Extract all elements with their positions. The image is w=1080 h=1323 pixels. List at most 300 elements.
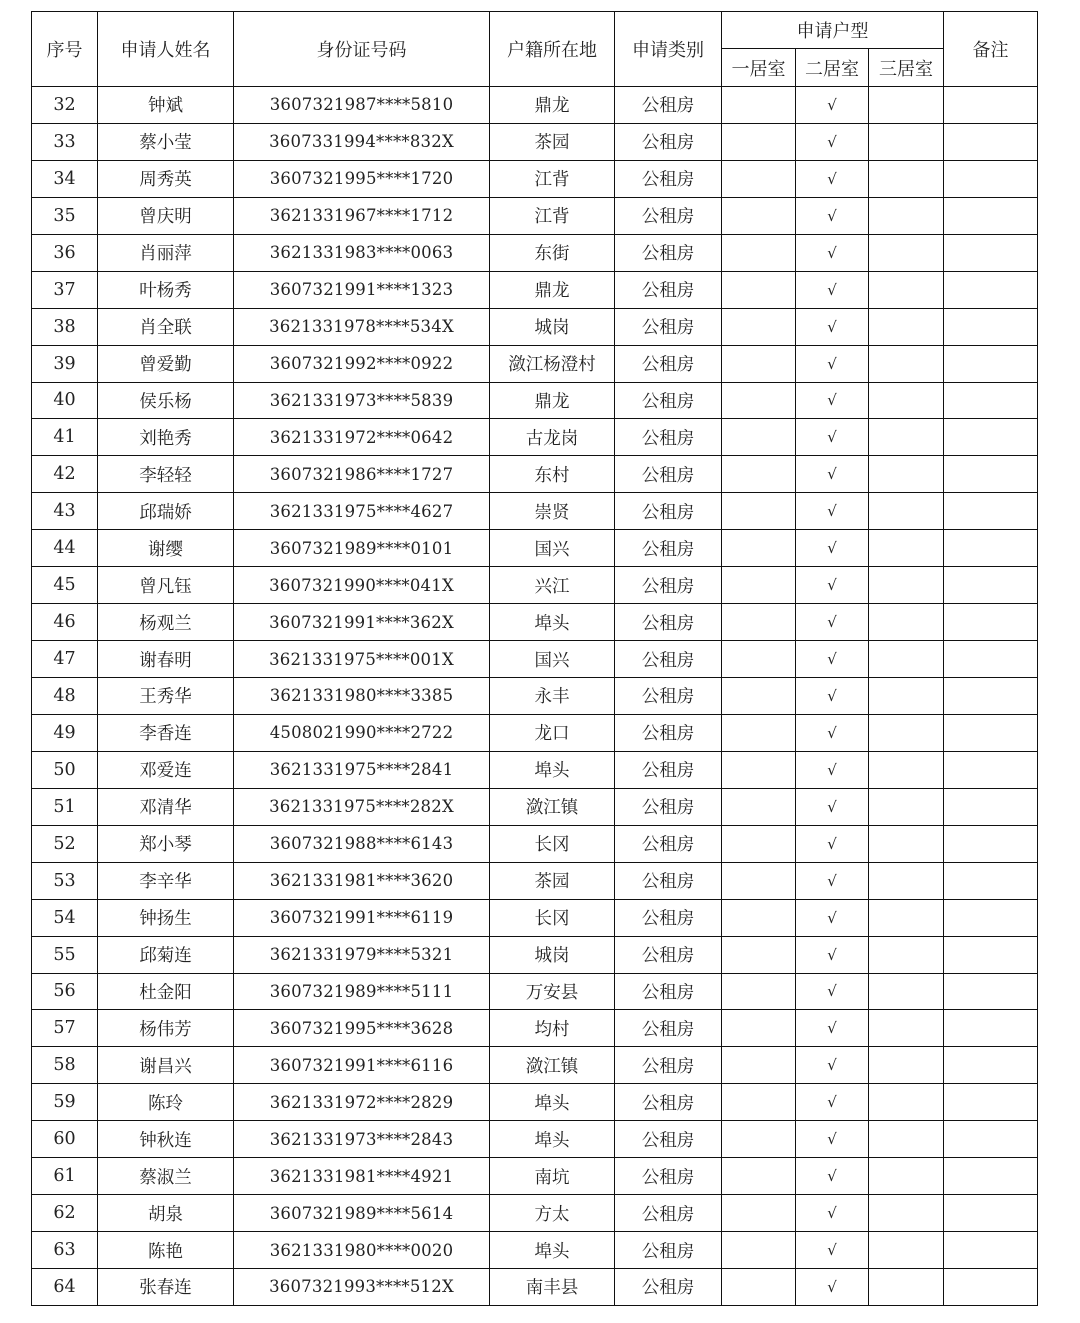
cell-category: 公租房 bbox=[615, 1195, 722, 1232]
cell-name: 曾爱勤 bbox=[98, 345, 234, 382]
cell-seq: 33 bbox=[32, 123, 98, 160]
cell-id-number: 3621331972****0642 bbox=[234, 419, 490, 456]
cell-two-room: √ bbox=[796, 271, 869, 308]
cell-two-room: √ bbox=[796, 1158, 869, 1195]
cell-hukou: 鼎龙 bbox=[490, 271, 615, 308]
cell-seq: 50 bbox=[32, 751, 98, 788]
cell-remarks bbox=[944, 567, 1038, 604]
cell-id-number: 3621331983****0063 bbox=[234, 234, 490, 271]
cell-two-room: √ bbox=[796, 493, 869, 530]
cell-seq: 62 bbox=[32, 1195, 98, 1232]
cell-category: 公租房 bbox=[615, 234, 722, 271]
cell-hukou: 永丰 bbox=[490, 678, 615, 715]
cell-name: 蔡淑兰 bbox=[98, 1158, 234, 1195]
cell-remarks bbox=[944, 87, 1038, 124]
cell-remarks bbox=[944, 456, 1038, 493]
cell-name: 邓爱连 bbox=[98, 751, 234, 788]
cell-category: 公租房 bbox=[615, 1158, 722, 1195]
cell-category: 公租房 bbox=[615, 1084, 722, 1121]
cell-one-room bbox=[722, 641, 796, 678]
cell-remarks bbox=[944, 641, 1038, 678]
table-row bbox=[32, 493, 1038, 530]
cell-remarks bbox=[944, 160, 1038, 197]
cell-two-room: √ bbox=[796, 345, 869, 382]
cell-id-number: 3621331973****2843 bbox=[234, 1121, 490, 1158]
cell-category: 公租房 bbox=[615, 1010, 722, 1047]
cell-category: 公租房 bbox=[615, 1121, 722, 1158]
header-unit-type: 申请户型 bbox=[722, 12, 944, 49]
cell-two-room: √ bbox=[796, 788, 869, 825]
cell-id-number: 3607321995****1720 bbox=[234, 160, 490, 197]
cell-one-room bbox=[722, 899, 796, 936]
cell-seq: 48 bbox=[32, 678, 98, 715]
table-row bbox=[32, 1269, 1038, 1306]
cell-one-room bbox=[722, 973, 796, 1010]
cell-two-room: √ bbox=[796, 308, 869, 345]
table-row bbox=[32, 456, 1038, 493]
cell-seq: 53 bbox=[32, 862, 98, 899]
table-row bbox=[32, 1121, 1038, 1158]
cell-name: 李香连 bbox=[98, 714, 234, 751]
cell-three-room bbox=[869, 87, 944, 124]
cell-category: 公租房 bbox=[615, 123, 722, 160]
cell-one-room bbox=[722, 678, 796, 715]
cell-seq: 43 bbox=[32, 493, 98, 530]
cell-remarks bbox=[944, 345, 1038, 382]
cell-hukou: 鼎龙 bbox=[490, 382, 615, 419]
cell-one-room bbox=[722, 530, 796, 567]
cell-id-number: 3607321995****3628 bbox=[234, 1010, 490, 1047]
applicant-table bbox=[31, 11, 1038, 1306]
cell-id-number: 3621331979****5321 bbox=[234, 936, 490, 973]
cell-two-room: √ bbox=[796, 530, 869, 567]
cell-two-room: √ bbox=[796, 419, 869, 456]
cell-hukou: 东街 bbox=[490, 234, 615, 271]
cell-seq: 64 bbox=[32, 1269, 98, 1306]
cell-one-room bbox=[722, 308, 796, 345]
cell-name: 郑小琴 bbox=[98, 825, 234, 862]
cell-seq: 44 bbox=[32, 530, 98, 567]
cell-name: 肖丽萍 bbox=[98, 234, 234, 271]
cell-name: 肖全联 bbox=[98, 308, 234, 345]
cell-name: 邱菊连 bbox=[98, 936, 234, 973]
cell-seq: 35 bbox=[32, 197, 98, 234]
cell-category: 公租房 bbox=[615, 788, 722, 825]
cell-hukou: 埠头 bbox=[490, 604, 615, 641]
cell-id-number: 3621331975****001X bbox=[234, 641, 490, 678]
cell-category: 公租房 bbox=[615, 641, 722, 678]
cell-two-room: √ bbox=[796, 899, 869, 936]
cell-three-room bbox=[869, 788, 944, 825]
cell-three-room bbox=[869, 678, 944, 715]
cell-one-room bbox=[722, 1047, 796, 1084]
cell-remarks bbox=[944, 973, 1038, 1010]
cell-remarks bbox=[944, 604, 1038, 641]
cell-id-number: 3607321990****041X bbox=[234, 567, 490, 604]
cell-three-room bbox=[869, 1010, 944, 1047]
cell-category: 公租房 bbox=[615, 825, 722, 862]
cell-hukou: 方太 bbox=[490, 1195, 615, 1232]
cell-seq: 37 bbox=[32, 271, 98, 308]
cell-name: 侯乐杨 bbox=[98, 382, 234, 419]
cell-id-number: 3621331973****5839 bbox=[234, 382, 490, 419]
cell-category: 公租房 bbox=[615, 530, 722, 567]
cell-id-number: 3621331975****4627 bbox=[234, 493, 490, 530]
applicant-table-sheet bbox=[31, 11, 1038, 1306]
cell-id-number: 3607321991****6119 bbox=[234, 899, 490, 936]
cell-name: 谢昌兴 bbox=[98, 1047, 234, 1084]
cell-category: 公租房 bbox=[615, 197, 722, 234]
cell-name: 谢春明 bbox=[98, 641, 234, 678]
cell-one-room bbox=[722, 604, 796, 641]
table-row bbox=[32, 197, 1038, 234]
cell-id-number: 4508021990****2722 bbox=[234, 714, 490, 751]
table-row bbox=[32, 87, 1038, 124]
cell-one-room bbox=[722, 714, 796, 751]
table-row bbox=[32, 1010, 1038, 1047]
cell-three-room bbox=[869, 1269, 944, 1306]
cell-hukou: 埠头 bbox=[490, 1232, 615, 1269]
cell-id-number: 3607321993****512X bbox=[234, 1269, 490, 1306]
cell-one-room bbox=[722, 1158, 796, 1195]
cell-remarks bbox=[944, 234, 1038, 271]
cell-hukou: 城岗 bbox=[490, 936, 615, 973]
cell-one-room bbox=[722, 493, 796, 530]
cell-seq: 47 bbox=[32, 641, 98, 678]
cell-hukou: 潋江镇 bbox=[490, 788, 615, 825]
table-row bbox=[32, 862, 1038, 899]
cell-remarks bbox=[944, 1121, 1038, 1158]
cell-category: 公租房 bbox=[615, 271, 722, 308]
cell-two-room: √ bbox=[796, 123, 869, 160]
cell-hukou: 江背 bbox=[490, 197, 615, 234]
cell-hukou: 崇贤 bbox=[490, 493, 615, 530]
cell-name: 邓清华 bbox=[98, 788, 234, 825]
table-row bbox=[32, 1195, 1038, 1232]
cell-remarks bbox=[944, 197, 1038, 234]
cell-remarks bbox=[944, 862, 1038, 899]
cell-id-number: 3607321989****5614 bbox=[234, 1195, 490, 1232]
table-row bbox=[32, 899, 1038, 936]
cell-one-room bbox=[722, 1010, 796, 1047]
cell-remarks bbox=[944, 271, 1038, 308]
cell-two-room: √ bbox=[796, 87, 869, 124]
cell-two-room: √ bbox=[796, 160, 869, 197]
cell-seq: 32 bbox=[32, 87, 98, 124]
cell-hukou: 国兴 bbox=[490, 641, 615, 678]
cell-three-room bbox=[869, 641, 944, 678]
cell-two-room: √ bbox=[796, 1084, 869, 1121]
header-seq: 序号 bbox=[32, 12, 98, 87]
table-row bbox=[32, 382, 1038, 419]
cell-name: 谢缨 bbox=[98, 530, 234, 567]
cell-category: 公租房 bbox=[615, 862, 722, 899]
cell-name: 刘艳秀 bbox=[98, 419, 234, 456]
cell-id-number: 3621331975****2841 bbox=[234, 751, 490, 788]
table-row bbox=[32, 530, 1038, 567]
cell-one-room bbox=[722, 197, 796, 234]
cell-id-number: 3607321988****6143 bbox=[234, 825, 490, 862]
cell-category: 公租房 bbox=[615, 382, 722, 419]
cell-one-room bbox=[722, 788, 796, 825]
table-row bbox=[32, 678, 1038, 715]
cell-remarks bbox=[944, 788, 1038, 825]
cell-three-room bbox=[869, 825, 944, 862]
cell-seq: 59 bbox=[32, 1084, 98, 1121]
cell-three-room bbox=[869, 604, 944, 641]
cell-seq: 41 bbox=[32, 419, 98, 456]
table-row bbox=[32, 641, 1038, 678]
table-row bbox=[32, 788, 1038, 825]
cell-category: 公租房 bbox=[615, 714, 722, 751]
cell-three-room bbox=[869, 271, 944, 308]
cell-three-room bbox=[869, 419, 944, 456]
cell-name: 曾凡钰 bbox=[98, 567, 234, 604]
cell-two-room: √ bbox=[796, 641, 869, 678]
cell-one-room bbox=[722, 1195, 796, 1232]
cell-one-room bbox=[722, 345, 796, 382]
cell-three-room bbox=[869, 751, 944, 788]
cell-two-room: √ bbox=[796, 751, 869, 788]
cell-remarks bbox=[944, 1195, 1038, 1232]
cell-one-room bbox=[722, 936, 796, 973]
cell-hukou: 埠头 bbox=[490, 1084, 615, 1121]
cell-two-room: √ bbox=[796, 1195, 869, 1232]
cell-one-room bbox=[722, 234, 796, 271]
cell-remarks bbox=[944, 714, 1038, 751]
cell-category: 公租房 bbox=[615, 567, 722, 604]
cell-three-room bbox=[869, 308, 944, 345]
cell-category: 公租房 bbox=[615, 493, 722, 530]
cell-remarks bbox=[944, 1010, 1038, 1047]
cell-three-room bbox=[869, 530, 944, 567]
cell-seq: 49 bbox=[32, 714, 98, 751]
cell-id-number: 3621331981****3620 bbox=[234, 862, 490, 899]
cell-two-room: √ bbox=[796, 197, 869, 234]
cell-hukou: 鼎龙 bbox=[490, 87, 615, 124]
cell-two-room: √ bbox=[796, 973, 869, 1010]
cell-three-room bbox=[869, 1121, 944, 1158]
cell-seq: 42 bbox=[32, 456, 98, 493]
cell-name: 杨伟芳 bbox=[98, 1010, 234, 1047]
table-row bbox=[32, 751, 1038, 788]
cell-seq: 40 bbox=[32, 382, 98, 419]
cell-one-room bbox=[722, 87, 796, 124]
header-category: 申请类别 bbox=[615, 12, 722, 87]
cell-seq: 56 bbox=[32, 973, 98, 1010]
table-body bbox=[32, 87, 1038, 1306]
cell-one-room bbox=[722, 1084, 796, 1121]
cell-id-number: 3607321992****0922 bbox=[234, 345, 490, 382]
table-row bbox=[32, 936, 1038, 973]
table-row bbox=[32, 604, 1038, 641]
cell-seq: 36 bbox=[32, 234, 98, 271]
table-row bbox=[32, 123, 1038, 160]
cell-three-room bbox=[869, 493, 944, 530]
cell-id-number: 3607331994****832X bbox=[234, 123, 490, 160]
cell-seq: 39 bbox=[32, 345, 98, 382]
cell-seq: 51 bbox=[32, 788, 98, 825]
cell-remarks bbox=[944, 751, 1038, 788]
cell-remarks bbox=[944, 1232, 1038, 1269]
cell-seq: 60 bbox=[32, 1121, 98, 1158]
cell-category: 公租房 bbox=[615, 419, 722, 456]
cell-id-number: 3607321989****0101 bbox=[234, 530, 490, 567]
cell-two-room: √ bbox=[796, 862, 869, 899]
cell-name: 曾庆明 bbox=[98, 197, 234, 234]
cell-three-room bbox=[869, 456, 944, 493]
cell-remarks bbox=[944, 899, 1038, 936]
cell-seq: 58 bbox=[32, 1047, 98, 1084]
cell-name: 杨观兰 bbox=[98, 604, 234, 641]
cell-remarks bbox=[944, 1269, 1038, 1306]
cell-two-room: √ bbox=[796, 382, 869, 419]
cell-category: 公租房 bbox=[615, 1232, 722, 1269]
cell-two-room: √ bbox=[796, 1269, 869, 1306]
cell-id-number: 3607321991****362X bbox=[234, 604, 490, 641]
cell-one-room bbox=[722, 1269, 796, 1306]
cell-hukou: 潋江杨澄村 bbox=[490, 345, 615, 382]
cell-remarks bbox=[944, 1084, 1038, 1121]
cell-hukou: 南丰县 bbox=[490, 1269, 615, 1306]
cell-three-room bbox=[869, 382, 944, 419]
cell-hukou: 茶园 bbox=[490, 123, 615, 160]
cell-remarks bbox=[944, 1047, 1038, 1084]
cell-three-room bbox=[869, 1084, 944, 1121]
cell-category: 公租房 bbox=[615, 751, 722, 788]
table-row bbox=[32, 1047, 1038, 1084]
cell-remarks bbox=[944, 308, 1038, 345]
cell-seq: 38 bbox=[32, 308, 98, 345]
cell-hukou: 茶园 bbox=[490, 862, 615, 899]
table-row bbox=[32, 345, 1038, 382]
cell-id-number: 3621331980****3385 bbox=[234, 678, 490, 715]
cell-remarks bbox=[944, 419, 1038, 456]
cell-hukou: 长冈 bbox=[490, 899, 615, 936]
cell-hukou: 均村 bbox=[490, 1010, 615, 1047]
cell-hukou: 埠头 bbox=[490, 751, 615, 788]
cell-seq: 57 bbox=[32, 1010, 98, 1047]
cell-category: 公租房 bbox=[615, 604, 722, 641]
cell-hukou: 南坑 bbox=[490, 1158, 615, 1195]
cell-hukou: 国兴 bbox=[490, 530, 615, 567]
cell-two-room: √ bbox=[796, 1232, 869, 1269]
cell-category: 公租房 bbox=[615, 1047, 722, 1084]
cell-two-room: √ bbox=[796, 567, 869, 604]
cell-seq: 45 bbox=[32, 567, 98, 604]
cell-one-room bbox=[722, 1121, 796, 1158]
cell-name: 钟扬生 bbox=[98, 899, 234, 936]
cell-id-number: 3621331981****4921 bbox=[234, 1158, 490, 1195]
cell-category: 公租房 bbox=[615, 345, 722, 382]
cell-three-room bbox=[869, 197, 944, 234]
cell-name: 李辛华 bbox=[98, 862, 234, 899]
header-three-room: 三居室 bbox=[869, 49, 944, 87]
cell-remarks bbox=[944, 1158, 1038, 1195]
cell-three-room bbox=[869, 160, 944, 197]
cell-three-room bbox=[869, 899, 944, 936]
cell-one-room bbox=[722, 419, 796, 456]
cell-three-room bbox=[869, 714, 944, 751]
cell-two-room: √ bbox=[796, 714, 869, 751]
cell-name: 王秀华 bbox=[98, 678, 234, 715]
cell-seq: 34 bbox=[32, 160, 98, 197]
cell-two-room: √ bbox=[796, 678, 869, 715]
cell-name: 叶杨秀 bbox=[98, 271, 234, 308]
cell-three-room bbox=[869, 1195, 944, 1232]
cell-name: 李轻轻 bbox=[98, 456, 234, 493]
cell-one-room bbox=[722, 1232, 796, 1269]
cell-one-room bbox=[722, 862, 796, 899]
cell-one-room bbox=[722, 825, 796, 862]
cell-two-room: √ bbox=[796, 234, 869, 271]
cell-name: 张春连 bbox=[98, 1269, 234, 1306]
cell-category: 公租房 bbox=[615, 678, 722, 715]
cell-hukou: 江背 bbox=[490, 160, 615, 197]
cell-two-room: √ bbox=[796, 1047, 869, 1084]
cell-category: 公租房 bbox=[615, 308, 722, 345]
table-row bbox=[32, 825, 1038, 862]
cell-id-number: 3621331980****0020 bbox=[234, 1232, 490, 1269]
cell-id-number: 3621331975****282X bbox=[234, 788, 490, 825]
cell-two-room: √ bbox=[796, 1010, 869, 1047]
table-row bbox=[32, 1232, 1038, 1269]
header-name: 申请人姓名 bbox=[98, 12, 234, 87]
cell-remarks bbox=[944, 530, 1038, 567]
cell-three-room bbox=[869, 862, 944, 899]
cell-two-room: √ bbox=[796, 456, 869, 493]
cell-one-room bbox=[722, 382, 796, 419]
header-one-room: 一居室 bbox=[722, 49, 796, 87]
cell-three-room bbox=[869, 123, 944, 160]
cell-seq: 61 bbox=[32, 1158, 98, 1195]
cell-hukou: 长冈 bbox=[490, 825, 615, 862]
cell-id-number: 3607321987****5810 bbox=[234, 87, 490, 124]
cell-hukou: 埠头 bbox=[490, 1121, 615, 1158]
cell-category: 公租房 bbox=[615, 160, 722, 197]
cell-category: 公租房 bbox=[615, 456, 722, 493]
cell-two-room: √ bbox=[796, 825, 869, 862]
cell-id-number: 3621331972****2829 bbox=[234, 1084, 490, 1121]
cell-seq: 46 bbox=[32, 604, 98, 641]
cell-id-number: 3621331967****1712 bbox=[234, 197, 490, 234]
cell-three-room bbox=[869, 234, 944, 271]
cell-hukou: 古龙岗 bbox=[490, 419, 615, 456]
cell-category: 公租房 bbox=[615, 87, 722, 124]
cell-three-room bbox=[869, 936, 944, 973]
cell-name: 杜金阳 bbox=[98, 973, 234, 1010]
cell-category: 公租房 bbox=[615, 936, 722, 973]
cell-one-room bbox=[722, 123, 796, 160]
cell-seq: 63 bbox=[32, 1232, 98, 1269]
cell-three-room bbox=[869, 973, 944, 1010]
table-row bbox=[32, 567, 1038, 604]
table-row bbox=[32, 419, 1038, 456]
cell-category: 公租房 bbox=[615, 899, 722, 936]
header-hukou: 户籍所在地 bbox=[490, 12, 615, 87]
cell-seq: 52 bbox=[32, 825, 98, 862]
cell-name: 钟斌 bbox=[98, 87, 234, 124]
cell-one-room bbox=[722, 751, 796, 788]
cell-id-number: 3621331978****534X bbox=[234, 308, 490, 345]
table-row bbox=[32, 714, 1038, 751]
cell-id-number: 3607321991****6116 bbox=[234, 1047, 490, 1084]
cell-seq: 54 bbox=[32, 899, 98, 936]
table-header bbox=[32, 12, 1038, 87]
cell-remarks bbox=[944, 123, 1038, 160]
table-row bbox=[32, 234, 1038, 271]
cell-remarks bbox=[944, 493, 1038, 530]
